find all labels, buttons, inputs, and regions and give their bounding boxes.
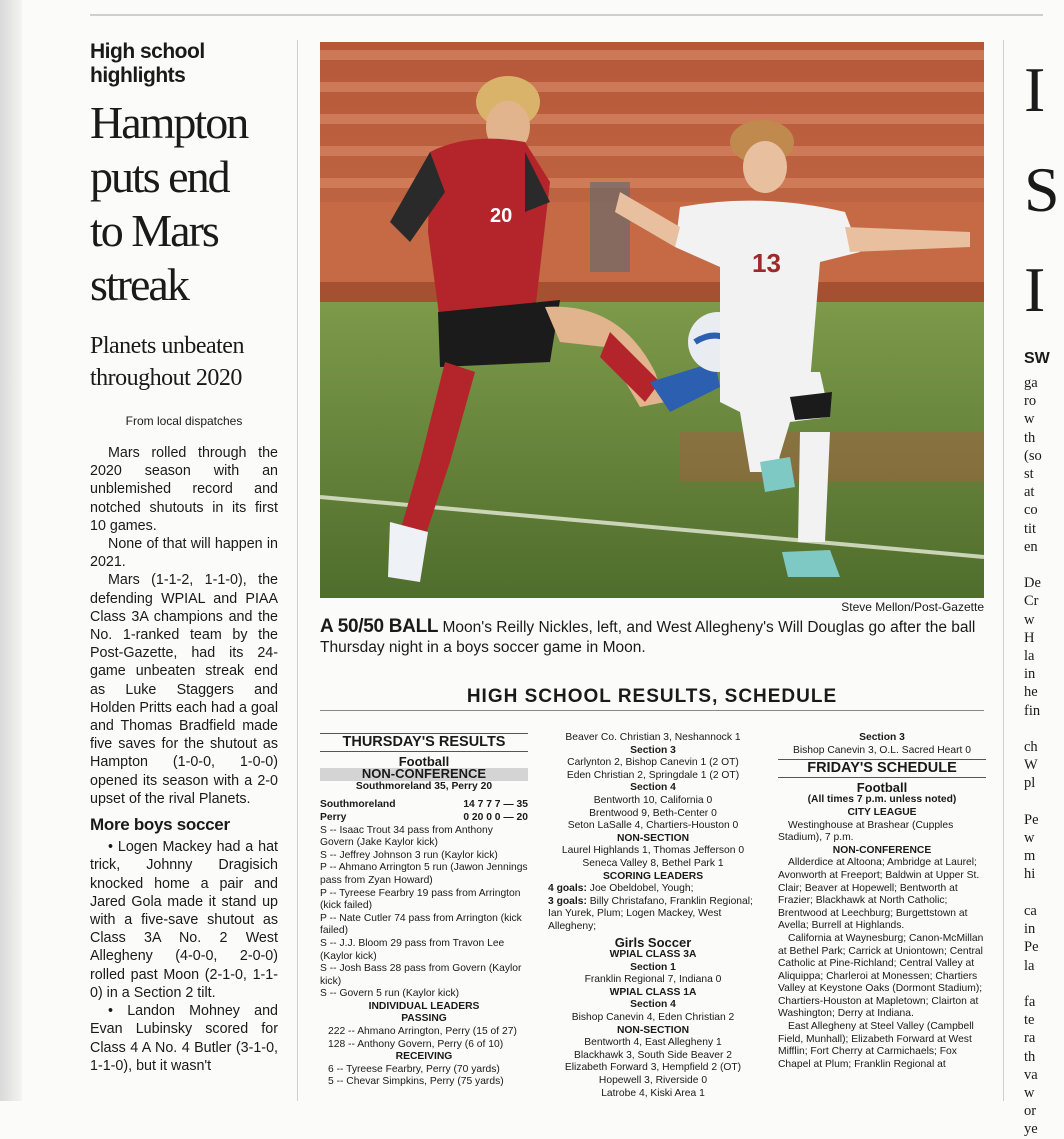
headline-line: streak (90, 259, 188, 310)
cropped-text-line: th (1024, 429, 1036, 446)
linescore-row: Southmoreland 14 7 7 7 — 35 (320, 799, 528, 811)
cropped-text-line: m (1024, 848, 1036, 865)
passing-leader: 222 -- Ahmano Arrington, Perry (15 of 27) (328, 1026, 517, 1038)
scoring-play: S -- Jeffrey Johnson 3 run (Kaylor kick) (320, 849, 498, 861)
results-column-thursday (320, 733, 528, 1089)
cropped-text-line (1024, 720, 1064, 738)
cropped-text-line: fa (1024, 993, 1036, 1010)
cropped-text-line: or (1024, 1103, 1037, 1120)
schedule-text: Westinghouse at Brashear (Cupples Stadium), 7 p.m. (778, 819, 954, 844)
section-header: NON-SECTION (616, 1024, 690, 1036)
cropped-text-line (1024, 975, 1064, 993)
passing-leader: 128 -- Anthony Govern, Perry (6 of 10) (328, 1038, 504, 1050)
soccer-photo (320, 42, 984, 598)
result-line: Seton LaSalle 4, Chartiers-Houston 0 (567, 820, 739, 832)
cropped-text-line: Cr (1024, 593, 1039, 610)
cropped-text-line: w (1024, 830, 1035, 847)
cropped-subhead: SW (1024, 350, 1050, 367)
times-note: (All times 7 p.m. unless noted) (807, 794, 957, 806)
friday-schedule-header: FRIDAY'S SCHEDULE (778, 759, 986, 778)
section-header: Section 3 (630, 744, 676, 756)
scoring-play: P -- Nate Cutler 74 pass from Arrington (kick failed) (320, 912, 522, 937)
result-line: Latrobe 4, Kiski Area 1 (601, 1087, 705, 1099)
section-header: Section 4 (630, 999, 676, 1011)
scoring-play: S -- Josh Bass 28 pass from Govern (Kaylor kick) (320, 963, 522, 987)
story-body (90, 444, 278, 1075)
cropped-text-line: w (1024, 411, 1035, 428)
cropped-text-line: la (1024, 957, 1035, 974)
scoring-play: S -- Govern 5 run (Kaylor kick) (320, 988, 460, 1000)
section-header: Section 4 (630, 782, 676, 794)
schedule-text: East Allegheny at Steel Valley (Campbell Field, Munhall); Elizabeth Forward at West Mifflin; Fort Cherry at Carmichaels; Fox Chapel at Plum; Franklin Regional at (778, 1021, 974, 1070)
results-column-middle (548, 732, 758, 1100)
matchup-header: Southmoreland 35, Perry 20 (355, 780, 493, 792)
caption-text: Moon's Reilly Nickles, left, and West Allegheny's Will Douglas go after the ball Thursday night in a boys soccer game in Moon. (320, 619, 976, 656)
thursday-results-header: THURSDAY'S RESULTS (320, 733, 528, 752)
cropped-text-line: in (1024, 921, 1036, 938)
cropped-text-line: he (1024, 684, 1038, 701)
cropped-text-line: w (1024, 1084, 1035, 1101)
column-rule (297, 40, 298, 1101)
leaders-header: INDIVIDUAL LEADERS (368, 1000, 480, 1012)
cropped-text-line: (so (1024, 447, 1042, 464)
cropped-text-line: la (1024, 648, 1035, 665)
result-line: Eden Christian 2, Springdale 1 (2 OT) (566, 769, 740, 781)
subhead: More boys soccer (90, 815, 230, 835)
cropped-text-line: co (1024, 502, 1038, 519)
photo-credit: Steve Mellon/Post-Gazette (841, 600, 984, 614)
cropped-text-line: Pe (1024, 939, 1039, 956)
story-paragraph: None of that will happen in 2021. (90, 536, 278, 571)
category-header: NON-CONFERENCE (832, 844, 932, 856)
result-line: Bentworth 10, California 0 (593, 794, 713, 806)
receiving-leader: 6 -- Tyreese Fearbry, Perry (70 yards) (328, 1063, 500, 1075)
kicker: High school highlights (90, 40, 205, 87)
result-line: Bentworth 4, East Allegheny 1 (584, 1037, 722, 1049)
cropped-text-line: te (1024, 1012, 1035, 1029)
result-line: Beaver Co. Christian 3, Neshannock 1 (565, 732, 741, 743)
cropped-text-line: ro (1024, 393, 1037, 410)
receiving-leader: 5 -- Chevar Simpkins, Perry (75 yards) (328, 1076, 504, 1088)
sport-header: Football (398, 753, 450, 769)
story-paragraph: • Logen Mackey had a hat trick, Johnny Dragisich knocked home a pair and Jared Gola made it stand up with a five-save shutout as Class 3A No. 2 West Allegheny (4-0-0, 2-0-0) rolled past Moon (2-1-0, 1-1-0) in a Section 2 tilt. (90, 839, 278, 1001)
cropped-text (1024, 374, 1064, 1139)
section-header: Section 3 (859, 732, 905, 743)
result-line: Laurel Highlands 1, Thomas Jefferson 0 (561, 845, 745, 857)
headline (90, 96, 278, 312)
story-paragraph: • Landon Mohney and Evan Lubinsky scored for Class 4 A No. 4 Butler (3-1-0, 1-1-0), but it wasn't (90, 1003, 278, 1074)
scoring-play: P -- Ahmano Arrington 5 run (Jawon Jennings pass from Zyan Howard) (320, 862, 528, 886)
result-line: Hopewell 3, Riverside 0 (598, 1075, 708, 1087)
scoring-play: S -- Isaac Trout 34 pass from Anthony Govern (Jake Kaylor kick) (320, 824, 493, 849)
girls-soccer-header: Girls Soccer (614, 934, 692, 950)
headline-line: to Mars (90, 205, 218, 256)
schedule-text: Allderdice at Altoona; Ambridge at Laurel; Avonworth at Freeport; Baldwin at Upper St. Clair; Beaver at Hopewell; Bentworth at Frazier; Blackhawk at North Catholic; Brentwood at Leechburg; Burgettstown at Avella; Burrell at Highlands. (778, 857, 980, 932)
result-line: Bishop Canevin 4, Eden Christian 2 (571, 1012, 735, 1024)
scoring-leaders-3: 3 goals: Billy Christafano, Franklin Regional; Ian Yurek, Plum; Logen Mackey, West Allegheny; (548, 895, 753, 932)
cropped-text-line: ra (1024, 1030, 1036, 1047)
deck-line: Planets unbeaten (90, 333, 244, 359)
page-gutter-shadow (0, 0, 22, 1101)
linescore-row: Perry 0 20 0 0 — 20 (320, 811, 528, 823)
cropped-text-line: hi (1024, 866, 1036, 883)
soccer-photo-illustration (320, 42, 984, 598)
cropped-headline-letter: I (1024, 54, 1046, 125)
headline-line: puts end (90, 151, 229, 202)
cropped-text-line: De (1024, 575, 1041, 592)
cropped-text-line: tit (1024, 520, 1037, 537)
dateline: From local dispatches (125, 414, 243, 428)
results-rule (320, 710, 984, 711)
results-column-friday (778, 732, 986, 1071)
cropped-text-line: th (1024, 1048, 1036, 1065)
passing-header: PASSING (401, 1013, 447, 1025)
deck-line: throughout 2020 (90, 365, 242, 391)
story-column (90, 40, 278, 1075)
next-story-column (1024, 40, 1064, 1139)
column-rule (1003, 40, 1004, 1101)
cropped-text-line: fin (1024, 702, 1041, 719)
cropped-text-line: Pe (1024, 811, 1039, 828)
sport-header: Football (856, 779, 908, 795)
cropped-text-line: H (1024, 629, 1035, 646)
scoring-leaders-header: SCORING LEADERS (602, 870, 704, 882)
cropped-text-line: en (1024, 538, 1038, 555)
result-line: Carlynton 2, Bishop Canevin 1 (2 OT) (567, 757, 739, 769)
league-header: CITY LEAGUE (847, 806, 917, 818)
results-title: HIGH SCHOOL RESULTS, SCHEDULE (466, 686, 838, 707)
cropped-text-line: va (1024, 1066, 1038, 1083)
scoring-play: P -- Tyreese Fearbry 19 pass from Arrington (kick failed) (320, 887, 521, 912)
headline-line: Hampton (90, 97, 248, 148)
cropped-text-line: ye (1024, 1121, 1038, 1138)
story-paragraph: Mars (1-1-2, 1-1-0), the defending WPIAL and PIAA Class 3A champions and the No. 1-ranked team by the Post-Gazette, had its 24-game unbeaten streak end as Luke Staggers and Holden Pritts each had a goal and Thomas Bradfield made five saves for the shutout as Hampton (1-0-0, 1-0-0) opened its season with a 2-0 upset of the rival Planets. (90, 572, 278, 807)
cropped-text-line: ch (1024, 739, 1038, 756)
schedule-text: California at Waynesburg; Canon-McMillan at Bethel Park; Carrick at Uniontown; Central Catholic at Pine-Richland; Central Valley at Aliquippa; Charleroi at Monessen; Chartiers Valley at Keystone Oaks (Dormont Stadium); Chartiers-Houston at Mapletown; Clairton at Washington; Derry at Indiana. (778, 932, 984, 1020)
cropped-text-line: pl (1024, 775, 1036, 792)
cropped-text-line: W (1024, 757, 1038, 774)
scoring-play: S -- J.J. Bloom 29 pass from Travon Lee (Kaylor kick) (320, 937, 505, 962)
cropped-text-line: at (1024, 484, 1035, 501)
story-paragraph: Mars rolled through the 2020 season with an unblemished record and notched shutouts in its first 10 games. (90, 445, 278, 534)
photo-caption (320, 617, 988, 658)
cropped-text-line: ca (1024, 902, 1037, 919)
cropped-text-line: ga (1024, 375, 1038, 391)
cropped-text-line: w (1024, 611, 1035, 628)
result-line: Elizabeth Forward 3, Hempfield 2 (OT) (564, 1062, 742, 1074)
scoring-leaders-4: 4 goals: Joe Obeldobel, Yough; (548, 883, 694, 895)
cropped-headline-letter: I (1024, 254, 1046, 325)
section-header: NON-SECTION (616, 832, 690, 844)
cropped-text-line: st (1024, 466, 1034, 483)
cropped-text-line (1024, 793, 1064, 811)
cropped-text-line (1024, 556, 1064, 574)
linescore (320, 799, 528, 824)
white-jersey-number: 13 (752, 248, 781, 278)
result-line: Franklin Regional 7, Indiana 0 (584, 974, 722, 986)
caption-lead: A 50/50 BALL (320, 616, 439, 637)
cropped-text-line: in (1024, 666, 1036, 683)
result-line: Seneca Valley 8, Bethel Park 1 (582, 857, 724, 869)
deck (90, 330, 278, 394)
cropped-text-line (1024, 884, 1064, 902)
result-line: Bishop Canevin 3, O.L. Sacred Heart 0 (792, 744, 971, 756)
result-line: Brentwood 9, Beth-Center 0 (589, 807, 717, 819)
result-line: Blackhawk 3, South Side Beaver 2 (574, 1049, 732, 1061)
cropped-headline-letter: S (1024, 154, 1060, 225)
red-jersey-number: 20 (490, 205, 513, 227)
receiving-header: RECEIVING (395, 1051, 453, 1063)
class-header: WPIAL CLASS 1A (609, 986, 697, 998)
class-header: WPIAL CLASS 3A (609, 949, 697, 961)
category-header: NON-CONFERENCE (320, 768, 528, 781)
top-rule (90, 14, 1043, 16)
section-header: Section 1 (630, 961, 676, 973)
